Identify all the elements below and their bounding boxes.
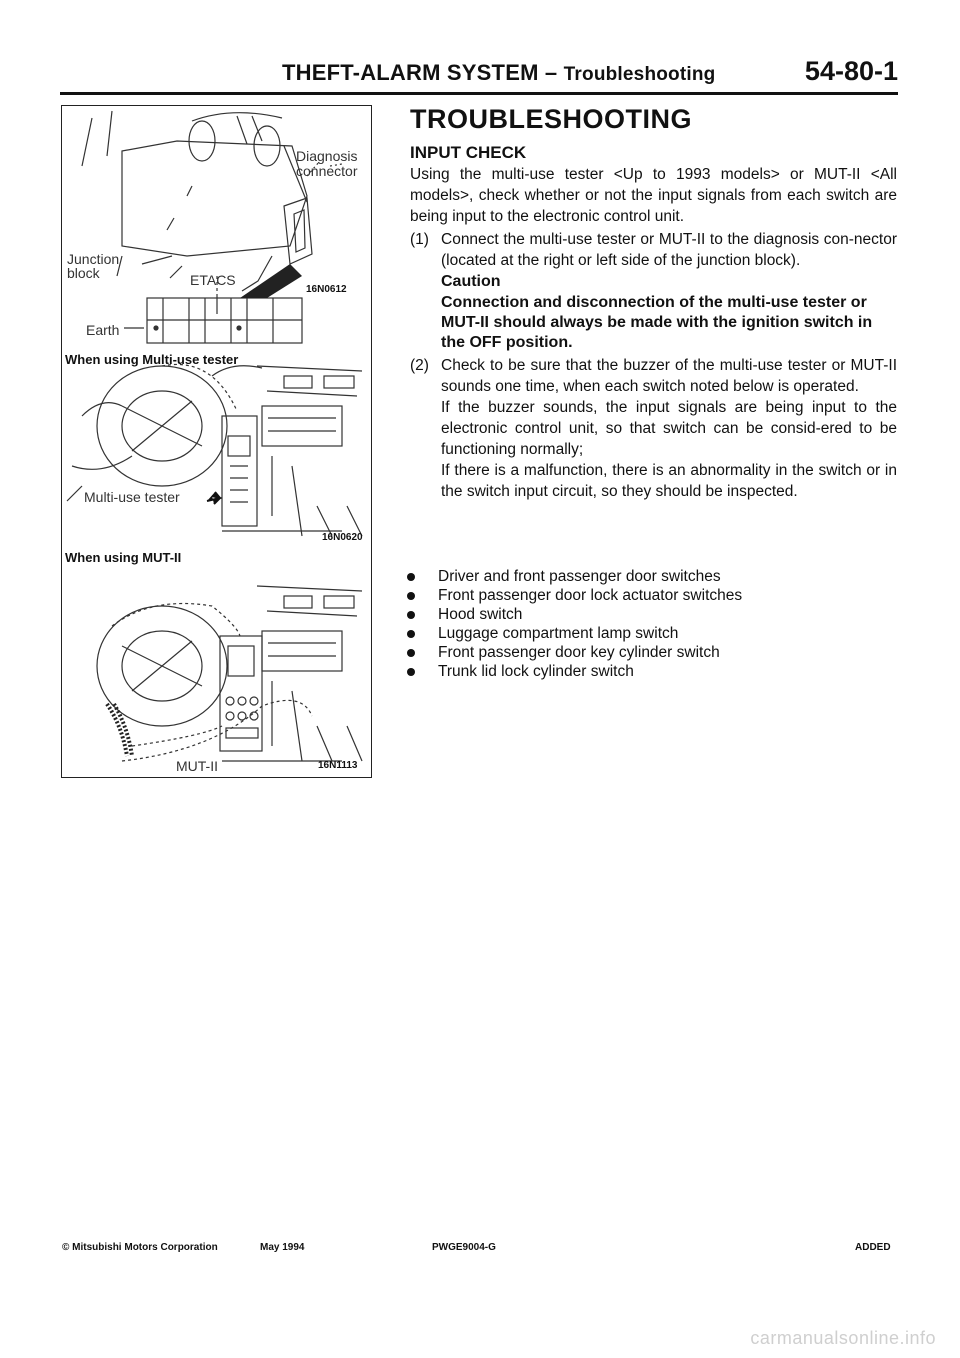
footer-date: May 1994 [260, 1242, 305, 1253]
bullet-icon [407, 649, 415, 657]
step-1-text: Connect the multi-use tester or MUT-II to the diagnosis con-nector (located at the right or left side of the junction block). [441, 231, 897, 269]
caption-mut-ii: When using MUT-II [65, 550, 182, 565]
bullet-icon [407, 611, 415, 619]
subsection-title: INPUT CHECK [410, 143, 527, 162]
panel2-cable [162, 364, 237, 411]
illustration-frame [61, 105, 372, 778]
list-item: Front passenger door key cylinder switch [404, 643, 904, 662]
watermark: carmanualsonline.info [750, 1328, 936, 1348]
figure-code-2: 16N0620 [322, 532, 363, 543]
header-title-sub: Troubleshooting [563, 64, 716, 85]
page-header-title: THEFT-ALARM SYSTEM – Troubleshooting [282, 60, 716, 85]
caution-heading: Caution [441, 273, 501, 290]
figure-code-1: 16N0612 [306, 284, 347, 295]
step-1-number: (1) [410, 231, 429, 248]
illustration-drawing [62, 106, 372, 778]
list-item: Luggage compartment lamp switch [404, 624, 904, 643]
bullet-icon [407, 592, 415, 600]
bullet-icon [407, 573, 415, 581]
step-2-text: Check to be sure that the buzzer of the multi-use tester or MUT-II sounds one time, when each switch noted below is operated. [441, 357, 897, 395]
footer-code: PWGE9004-G [432, 1242, 496, 1253]
caution-text: Connection and disconnection of the multi-use tester or MUT-II should always be made with the ignition switch in the OFF position. [441, 294, 873, 351]
label-connector: connector [296, 163, 358, 179]
panel2-tester-arrow [207, 492, 220, 504]
panel1-wire-bundle [240, 264, 302, 298]
header-divider [60, 92, 898, 95]
footer-status: ADDED [855, 1242, 891, 1253]
label-mut-ii: MUT-II [176, 758, 218, 774]
bullet-icon [407, 630, 415, 638]
panel1-drawing [82, 111, 342, 343]
list-item: Hood switch [404, 605, 904, 624]
section-title: TROUBLESHOOTING [410, 104, 692, 134]
panel3-cable [112, 604, 240, 637]
step-1 [410, 229, 897, 271]
step-2-para-2: If the buzzer sounds, the input signals are being input to the electronic control unit, so that switch can be consid-ered to be functioning normally; [441, 399, 897, 458]
step-2-para-3: If there is a malfunction, there is an abnormality in the switch or in the switch input circuit, so they should be inspected. [441, 462, 897, 500]
intro-paragraph: Using the multi-use tester <Up to 1993 models> or MUT-II <All models>, check whether or not the input signals from each switch are being input to the electronic control unit. [410, 166, 897, 225]
step-2 [410, 355, 897, 502]
list-item: Front passenger door lock actuator switches [404, 586, 904, 605]
figure-code-3: 16N1113 [318, 760, 358, 771]
list-item: Trunk lid lock cylinder switch [404, 662, 904, 681]
panel3-harness [122, 700, 312, 761]
panel2-drawing [67, 366, 362, 536]
label-block: block [67, 265, 100, 281]
label-multi-use-tester: Multi-use tester [84, 489, 180, 505]
list-item: Driver and front passenger door switches [404, 567, 904, 586]
bullet-icon [407, 668, 415, 676]
footer-copyright: © Mitsubishi Motors Corporation [62, 1242, 218, 1253]
step-2-number: (2) [410, 357, 429, 374]
label-diagnosis: Diagnosis [296, 148, 358, 164]
panel3-drawing [97, 586, 362, 761]
label-etacs: ETACS [190, 272, 236, 288]
caption-multi-use-tester: When using Multi-use tester [65, 352, 239, 367]
page-number: 54-80-1 [804, 56, 898, 86]
label-earth: Earth [86, 322, 120, 338]
switch-list [404, 567, 904, 681]
header-title-main: THEFT-ALARM SYSTEM [282, 60, 539, 85]
label-junction: Junction [67, 251, 120, 267]
